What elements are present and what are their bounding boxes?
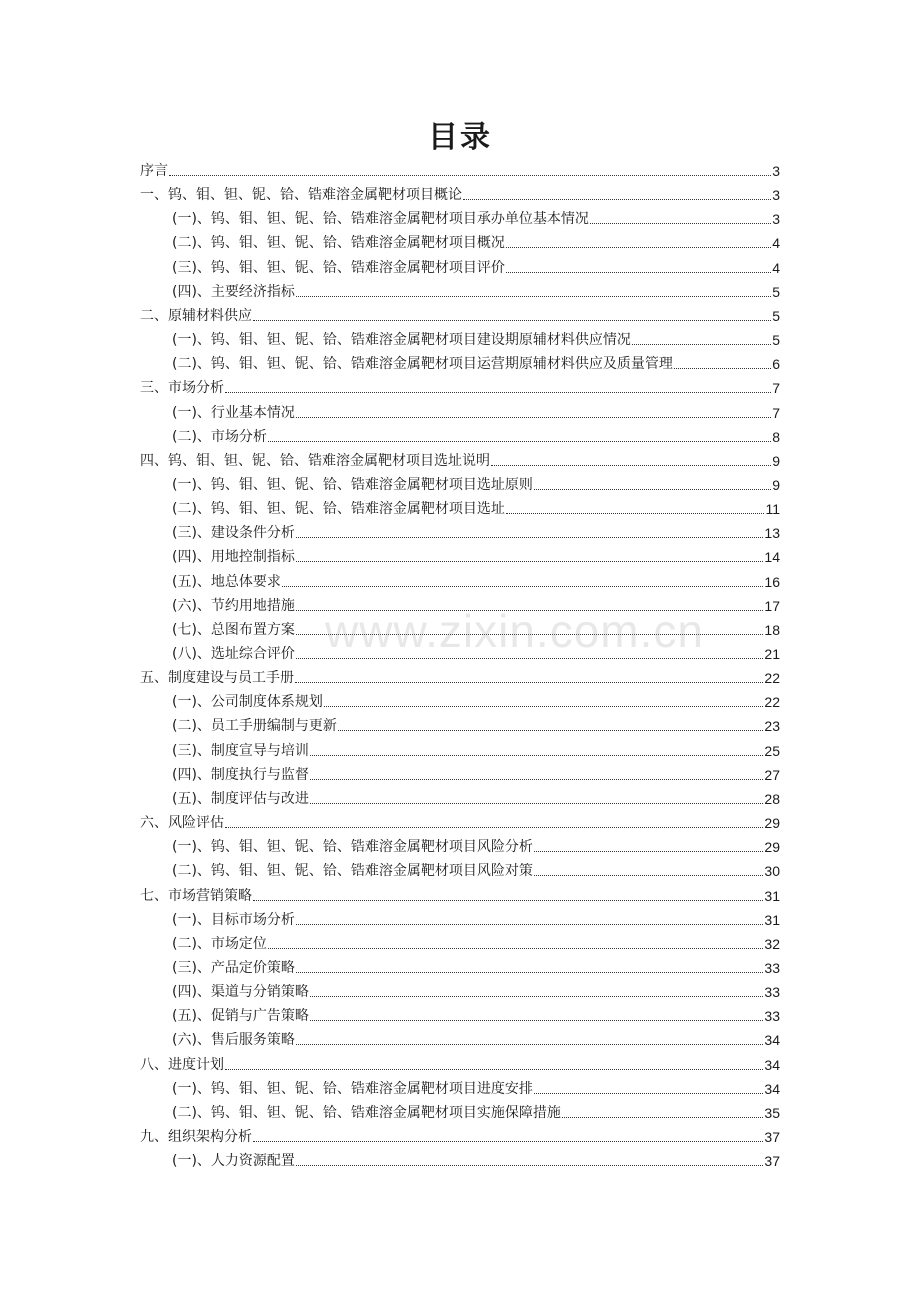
toc-entry-section[interactable] <box>172 788 780 810</box>
toc-dot-leader <box>225 1069 763 1070</box>
toc-entry-title: 二、原辅材料供应 <box>140 307 252 324</box>
toc-dot-leader <box>463 199 771 200</box>
toc-entry-section[interactable] <box>172 1078 780 1100</box>
toc-entry-chapter[interactable] <box>140 184 780 206</box>
toc-page-number: 3 <box>772 163 780 179</box>
toc-entry-title: (二)、钨、钼、钽、铌、铪、锆难溶金属靶材项目运营期原辅材料供应及质量管理 <box>172 356 673 373</box>
toc-entry-section[interactable] <box>172 353 780 375</box>
toc-dot-leader <box>324 706 763 707</box>
toc-page-number: 33 <box>764 984 780 1001</box>
toc-dot-leader <box>674 368 771 369</box>
toc-page-number: 35 <box>764 1104 780 1121</box>
toc-dot-leader <box>169 175 771 176</box>
toc-entry-section[interactable] <box>172 208 780 230</box>
toc-page-number: 34 <box>764 1056 780 1073</box>
toc-page-number: 14 <box>764 549 780 566</box>
toc-entry-title: (六)、节约用地措施 <box>172 597 295 614</box>
toc-page-number: 32 <box>764 935 780 952</box>
toc-page-number: 34 <box>764 1080 780 1097</box>
toc-entry-chapter[interactable] <box>140 450 780 472</box>
toc-entry-title: (一)、钨、钼、钽、铌、铪、锆难溶金属靶材项目风险分析 <box>172 839 533 856</box>
toc-dot-leader <box>225 392 771 393</box>
toc-page-number: 28 <box>764 790 780 807</box>
toc-entry-chapter[interactable] <box>140 1126 780 1148</box>
toc-entry-section[interactable] <box>172 836 780 858</box>
toc-page-number: 11 <box>765 501 780 518</box>
toc-dot-leader <box>296 972 763 973</box>
toc-entry-title: (五)、地总体要求 <box>172 573 281 590</box>
toc-entry-section[interactable] <box>172 764 780 786</box>
toc-entry-title: (二)、市场定位 <box>172 935 267 952</box>
toc-page-number: 22 <box>764 694 780 711</box>
toc-entry-section[interactable] <box>172 281 780 303</box>
toc-entry-section[interactable] <box>172 329 780 351</box>
toc-entry-title: (三)、产品定价策略 <box>172 959 295 976</box>
toc-dot-leader <box>534 851 763 852</box>
toc-entry-section[interactable] <box>172 426 780 448</box>
toc-entry-title: 三、市场分析 <box>140 380 224 397</box>
toc-entry-section[interactable] <box>172 546 780 568</box>
toc-dot-leader <box>534 1093 763 1094</box>
toc-entry-title: 一、钨、钼、钽、铌、铪、锆难溶金属靶材项目概论 <box>140 187 462 204</box>
toc-entry-section[interactable] <box>172 957 780 979</box>
toc-entry-title: (四)、制度执行与监督 <box>172 766 309 783</box>
toc-entry-title: (三)、制度宣导与培训 <box>172 742 309 759</box>
toc-dot-leader <box>282 586 763 587</box>
toc-dot-leader <box>296 561 763 562</box>
toc-dot-leader <box>534 489 771 490</box>
toc-page-number: 4 <box>772 235 780 252</box>
toc-entry-title: (二)、钨、钼、钽、铌、铪、锆难溶金属靶材项目实施保障措施 <box>172 1104 561 1121</box>
toc-page-number: 30 <box>764 863 780 880</box>
toc-dot-leader <box>491 465 771 466</box>
watermark: www.zixin.com.cn <box>325 605 704 657</box>
toc-page-number: 25 <box>764 742 780 759</box>
toc-entry-section[interactable] <box>172 1029 780 1051</box>
toc-page-number: 31 <box>764 911 780 928</box>
toc-page-number: 34 <box>764 1032 780 1049</box>
toc-page-number: 3 <box>772 187 780 204</box>
toc-page-number: 16 <box>764 573 780 590</box>
toc-page-number: 37 <box>764 1129 780 1145</box>
toc-entry-title: (二)、钨、钼、钽、铌、铪、锆难溶金属靶材项目选址 <box>172 501 505 518</box>
toc-entry-title: (一)、目标市场分析 <box>172 911 295 928</box>
toc-entry-title: 九、组织架构分析 <box>140 1129 252 1145</box>
toc-entry-chapter[interactable] <box>140 160 780 182</box>
toc-page-number: 18 <box>764 621 780 638</box>
toc-entry-section[interactable] <box>172 909 780 931</box>
toc-dot-leader <box>506 513 765 514</box>
toc-entry-chapter[interactable] <box>140 667 780 689</box>
toc-entry-title: (五)、制度评估与改进 <box>172 790 309 807</box>
toc-page-number: 37 <box>764 1153 780 1170</box>
toc-dot-leader <box>253 320 771 321</box>
toc-page-number: 33 <box>764 1008 780 1025</box>
toc-page-number: 5 <box>772 307 780 324</box>
toc-entry-section[interactable] <box>172 860 780 882</box>
toc-page-number: 29 <box>764 839 780 856</box>
toc-dot-leader <box>268 948 763 949</box>
toc-entry-title: (七)、总图布置方案 <box>172 621 295 638</box>
toc-page-number: 27 <box>764 766 780 783</box>
toc-entry-section[interactable] <box>172 571 780 593</box>
toc-entry-title: (三)、建设条件分析 <box>172 525 295 542</box>
toc-entry-title: (一)、钨、钼、钽、铌、铪、锆难溶金属靶材项目承办单位基本情况 <box>172 211 589 228</box>
toc-entry-section[interactable] <box>172 232 780 254</box>
toc-page-number: 4 <box>772 259 780 276</box>
toc-page-number: 9 <box>772 452 780 469</box>
toc-dot-leader <box>225 827 763 828</box>
toc-dot-leader <box>310 996 763 997</box>
toc-page-number: 7 <box>772 404 780 421</box>
toc-entry-title: (二)、钨、钼、钽、铌、铪、锆难溶金属靶材项目风险对策 <box>172 863 533 880</box>
toc-entry-title: 七、市场营销策略 <box>140 887 252 904</box>
toc-page-number: 13 <box>764 525 780 542</box>
toc-dot-leader <box>310 1020 763 1021</box>
toc-entry-title: (五)、促销与广告策略 <box>172 1008 309 1025</box>
toc-dot-leader <box>296 1165 763 1166</box>
toc-dot-leader <box>338 730 763 731</box>
toc-page-number: 6 <box>772 356 780 373</box>
toc-dot-leader <box>310 779 763 780</box>
toc-entry-chapter[interactable] <box>140 305 780 327</box>
toc-page-number: 23 <box>764 718 780 735</box>
toc-entry-section[interactable] <box>172 474 780 496</box>
toc-dot-leader <box>268 441 771 442</box>
toc-entry-title: (二)、市场分析 <box>172 428 267 445</box>
toc-entry-section[interactable] <box>172 498 780 520</box>
toc-entry-title: (三)、钨、钼、钽、铌、铪、锆难溶金属靶材项目评价 <box>172 259 505 276</box>
toc-dot-leader <box>296 296 771 297</box>
toc-dot-leader <box>590 223 771 224</box>
toc-entry-title: (四)、用地控制指标 <box>172 549 295 566</box>
toc-dot-leader <box>253 900 763 901</box>
toc-entry-title: (一)、钨、钼、钽、铌、铪、锆难溶金属靶材项目建设期原辅材料供应情况 <box>172 332 631 349</box>
toc-entry-title: (二)、员工手册编制与更新 <box>172 718 337 735</box>
toc-page-number: 8 <box>772 428 780 445</box>
toc-entry-title: (一)、人力资源配置 <box>172 1153 295 1170</box>
toc-entry-chapter[interactable] <box>140 377 780 399</box>
toc-dot-leader <box>296 658 763 659</box>
toc-entry-title: (一)、钨、钼、钽、铌、铪、锆难溶金属靶材项目进度安排 <box>172 1080 533 1097</box>
toc-page-number: 21 <box>764 646 780 662</box>
toc-entry-section[interactable] <box>172 715 780 737</box>
toc-entry-section[interactable] <box>172 740 780 762</box>
toc-page-number: 5 <box>772 283 780 300</box>
toc-dot-leader <box>506 272 771 273</box>
toc-entry-title: (一)、公司制度体系规划 <box>172 694 323 711</box>
toc-entry-title: 五、制度建设与员工手册 <box>140 670 294 687</box>
toc-dot-leader <box>296 537 763 538</box>
toc-entry-section[interactable] <box>172 402 780 424</box>
toc-entry-title: (六)、售后服务策略 <box>172 1032 295 1049</box>
toc-entry-chapter[interactable] <box>140 885 780 907</box>
toc-dot-leader <box>253 1141 763 1142</box>
toc-page-number: 3 <box>772 211 780 228</box>
toc-entry-title: 八、进度计划 <box>140 1056 224 1073</box>
toc-page-number: 17 <box>764 597 780 614</box>
toc-dot-leader <box>310 803 763 804</box>
toc-entry-title: 序言 <box>140 163 168 179</box>
toc-dot-leader <box>295 682 763 683</box>
toc-entry-section[interactable] <box>172 933 780 955</box>
toc-page-number: 5 <box>772 332 780 349</box>
toc-entry-title: (一)、行业基本情况 <box>172 404 295 421</box>
toc-entry-section[interactable] <box>172 1005 780 1027</box>
toc-entry-section[interactable] <box>172 1102 780 1124</box>
toc-entry-section[interactable] <box>172 257 780 279</box>
toc-page-number: 29 <box>764 815 780 832</box>
toc-page-number: 22 <box>764 670 780 687</box>
toc-dot-leader <box>632 344 771 345</box>
page-title: 目录 <box>428 120 492 155</box>
toc-dot-leader <box>506 247 771 248</box>
toc-entry-title: 四、钨、钼、钽、铌、铪、锆难溶金属靶材项目选址说明 <box>140 452 490 469</box>
toc-dot-leader <box>310 755 763 756</box>
toc-entry-section[interactable] <box>172 522 780 544</box>
toc-dot-leader <box>296 1044 763 1045</box>
toc-entry-section[interactable] <box>172 1150 780 1172</box>
toc-dot-leader <box>296 924 763 925</box>
toc-page-number: 7 <box>772 380 780 397</box>
toc-entry-section[interactable] <box>172 981 780 1003</box>
toc-entry-title: (二)、钨、钼、钽、铌、铪、锆难溶金属靶材项目概况 <box>172 235 505 252</box>
toc-page-number: 31 <box>764 887 780 904</box>
toc-entry-title: (一)、钨、钼、钽、铌、铪、锆难溶金属靶材项目选址原则 <box>172 476 533 493</box>
toc-entry-title: (四)、主要经济指标 <box>172 283 295 300</box>
toc-dot-leader <box>296 417 771 418</box>
toc-dot-leader <box>562 1117 763 1118</box>
toc-entry-chapter[interactable] <box>140 1054 780 1076</box>
toc-entry-title: (四)、渠道与分销策略 <box>172 984 309 1001</box>
toc-entry-section[interactable] <box>172 691 780 713</box>
toc-dot-leader <box>534 875 763 876</box>
toc-page-number: 9 <box>772 476 780 493</box>
toc-entry-chapter[interactable] <box>140 812 780 834</box>
toc-entry-title: (八)、选址综合评价 <box>172 646 295 662</box>
toc-page-number: 33 <box>764 959 780 976</box>
toc-entry-title: 六、风险评估 <box>140 815 224 832</box>
